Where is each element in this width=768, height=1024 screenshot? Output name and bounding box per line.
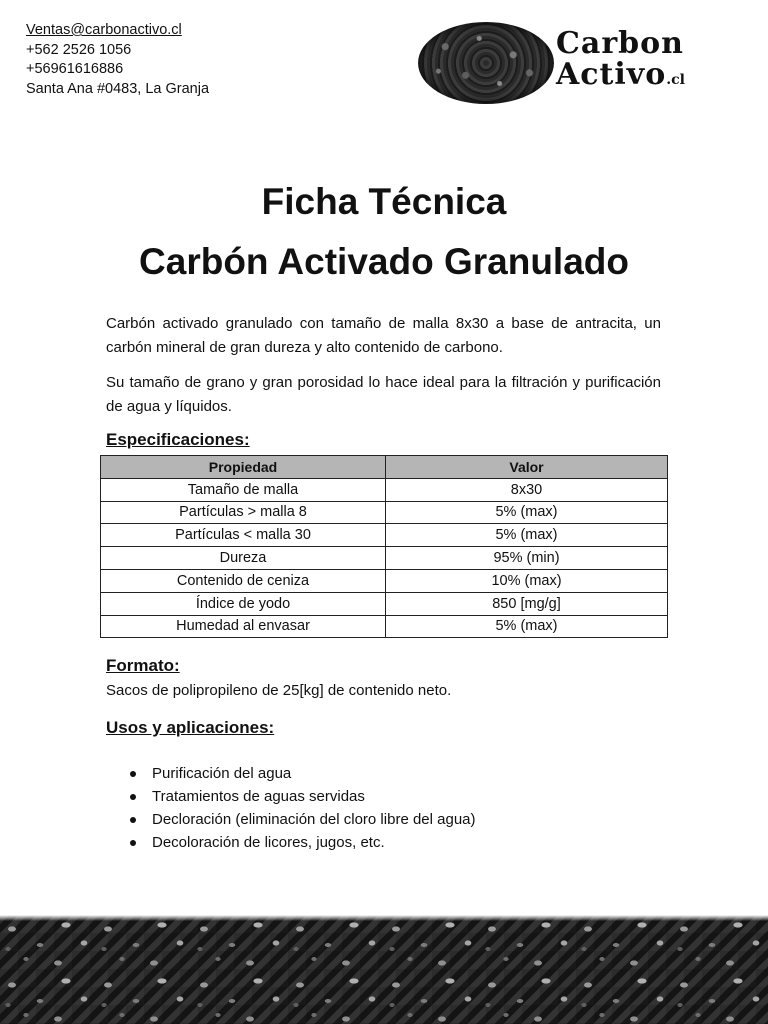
value-cell: 5% (max) bbox=[386, 524, 668, 547]
value-cell: 850 [mg/g] bbox=[386, 592, 668, 615]
bullet-icon bbox=[130, 840, 136, 846]
page-title bbox=[0, 172, 768, 292]
list-item bbox=[106, 762, 476, 785]
table-row bbox=[101, 592, 668, 615]
column-header-property: Propiedad bbox=[101, 456, 386, 479]
title-line-2: Carbón Activado Granulado bbox=[139, 241, 629, 282]
property-cell: Dureza bbox=[101, 547, 386, 570]
list-item bbox=[106, 808, 476, 831]
property-cell: Contenido de ceniza bbox=[101, 569, 386, 592]
property-cell: Partículas < malla 30 bbox=[101, 524, 386, 547]
bullet-icon bbox=[130, 771, 136, 777]
value-cell: 5% (max) bbox=[386, 501, 668, 524]
list-item bbox=[106, 785, 476, 808]
value-cell: 5% (max) bbox=[386, 615, 668, 638]
intro-text bbox=[106, 312, 661, 430]
logo-line-2-text: Activo bbox=[556, 57, 667, 92]
bullet-icon bbox=[130, 794, 136, 800]
property-cell: Índice de yodo bbox=[101, 592, 386, 615]
table-row bbox=[101, 478, 668, 501]
list-item bbox=[106, 831, 476, 854]
table-row bbox=[101, 547, 668, 570]
property-cell: Humedad al envasar bbox=[101, 615, 386, 638]
logo-wordmark bbox=[556, 28, 685, 96]
table-row bbox=[101, 615, 668, 638]
company-logo bbox=[418, 22, 748, 106]
specs-table bbox=[100, 455, 668, 638]
value-cell: 10% (max) bbox=[386, 569, 668, 592]
list-item-text: Decoloración de licores, jugos, etc. bbox=[152, 834, 385, 851]
format-heading: Formato: bbox=[106, 656, 180, 675]
list-item-text: Decloración (eliminación del cloro libre del agua) bbox=[152, 811, 476, 828]
intro-paragraph-1: Carbón activado granulado con tamaño de malla 8x30 a base de antracita, un carbón mineral de gran dureza y alto contenido de carbono. bbox=[106, 315, 661, 356]
logo-line-2 bbox=[556, 59, 685, 96]
logo-suffix: .cl bbox=[666, 72, 685, 88]
table-row bbox=[101, 569, 668, 592]
specs-heading: Especificaciones: bbox=[106, 430, 250, 449]
list-item-text: Tratamientos de aguas servidas bbox=[152, 788, 365, 805]
format-text: Sacos de polipropileno de 25[kg] de contenido neto. bbox=[106, 682, 452, 699]
table-row bbox=[101, 524, 668, 547]
email-link[interactable]: Ventas@carbonactivo.cl bbox=[26, 22, 182, 38]
table-row bbox=[101, 501, 668, 524]
contact-block bbox=[26, 21, 209, 99]
intro-paragraph-2: Su tamaño de grano y gran porosidad lo hace ideal para la filtración y purificación de agua y líquidos. bbox=[106, 374, 661, 415]
specs-header-row bbox=[101, 456, 668, 479]
carbon-rock-image bbox=[418, 22, 554, 104]
address: Santa Ana #0483, La Granja bbox=[26, 80, 210, 97]
uses-list bbox=[106, 762, 476, 854]
logo-line-1: Carbon bbox=[556, 26, 684, 61]
footer-fade bbox=[0, 915, 768, 921]
property-cell: Partículas > malla 8 bbox=[101, 501, 386, 524]
bullet-icon bbox=[130, 817, 136, 823]
list-item-text: Purificación del agua bbox=[152, 765, 292, 782]
uses-heading: Usos y aplicaciones: bbox=[106, 718, 275, 737]
value-cell: 8x30 bbox=[386, 478, 668, 501]
value-cell: 95% (min) bbox=[386, 547, 668, 570]
carbon-granules-footer-image bbox=[0, 915, 768, 1024]
property-cell: Tamaño de malla bbox=[101, 478, 386, 501]
title-line-1: Ficha Técnica bbox=[261, 181, 507, 222]
phone-landline: +562 2526 1056 bbox=[26, 41, 132, 58]
phone-mobile: +56961616886 bbox=[26, 61, 124, 77]
column-header-value: Valor bbox=[386, 456, 668, 479]
